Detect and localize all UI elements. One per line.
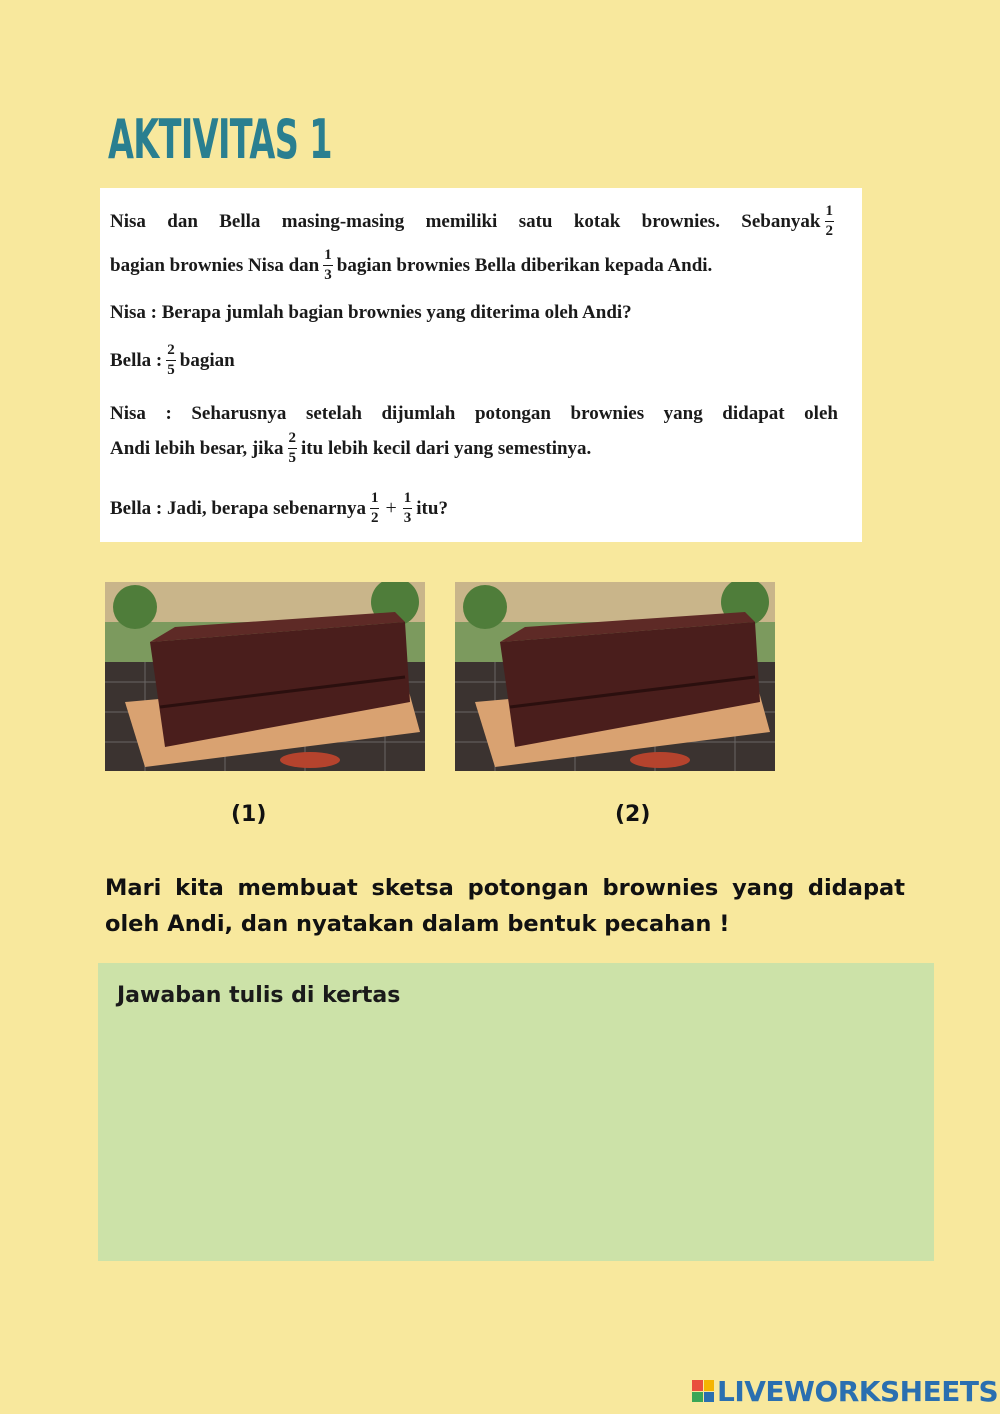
fraction: $\frac{1}{2}$ [370, 490, 379, 526]
brownie-photo-1 [105, 582, 425, 771]
liveworksheets-brand[interactable] [692, 1374, 998, 1408]
page-title: AKTIVITAS 1 [108, 108, 332, 171]
story-word: dan [167, 210, 198, 232]
brownie-photo-2 [455, 582, 775, 771]
story-line-4: Bella : $\frac{2}{5}$ bagian [110, 342, 235, 378]
answer-box[interactable] [98, 963, 934, 1261]
story-word: masing-masing [281, 210, 405, 232]
story-line-1 [110, 204, 838, 239]
fraction: $\frac{2}{5}$ [167, 342, 175, 378]
story-word: kotak [573, 210, 621, 232]
brand-text: LIVEWORKSHEETS [717, 1374, 999, 1408]
story-word: Bella [219, 210, 261, 232]
image-caption-1: (1) [231, 802, 267, 827]
story-word: brownies. [641, 210, 720, 232]
story-word: Nisa [110, 210, 146, 232]
answer-label: Jawaban tulis di kertas [117, 983, 401, 1008]
story-line-2: bagian brownies Nisa dan $\frac{1}{3}$ bagian brownies Bella diberikan kepada Andi. [110, 247, 713, 283]
story-line-7: Bella : Jadi, berapa sebenarnya $\frac{1}{2}$ + $\frac{1}{3}$ itu? [110, 490, 448, 526]
story-word: memiliki [425, 210, 498, 232]
fraction: $\frac{1}{3}$ [324, 247, 332, 283]
story-box [100, 188, 862, 542]
image-caption-2: (2) [615, 802, 651, 827]
fraction: $\frac{2}{5}$ [288, 430, 297, 466]
fraction: $\frac{1}{2}$ [825, 203, 833, 239]
story-word: Sebanyak [741, 210, 821, 232]
story-word: satu [518, 210, 553, 232]
story-line-5: Nisa : Seharusnya setelah dijumlah potongan brownies yang didapat oleh [110, 403, 838, 424]
task-prompt: Mari kita membuat sketsa potongan brownies yang didapat oleh Andi, dan nyatakan dalam bentuk pecahan ! [105, 875, 905, 937]
fraction: $\frac{1}{3}$ [403, 490, 412, 526]
liveworksheets-logo-icon [692, 1380, 714, 1402]
story-line-3: Nisa : Berapa jumlah bagian brownies yang diterima oleh Andi? [110, 302, 632, 323]
story-line-6: Andi lebih besar, jika $\frac{2}{5}$ itu lebih kecil dari yang semestinya. [110, 430, 592, 466]
